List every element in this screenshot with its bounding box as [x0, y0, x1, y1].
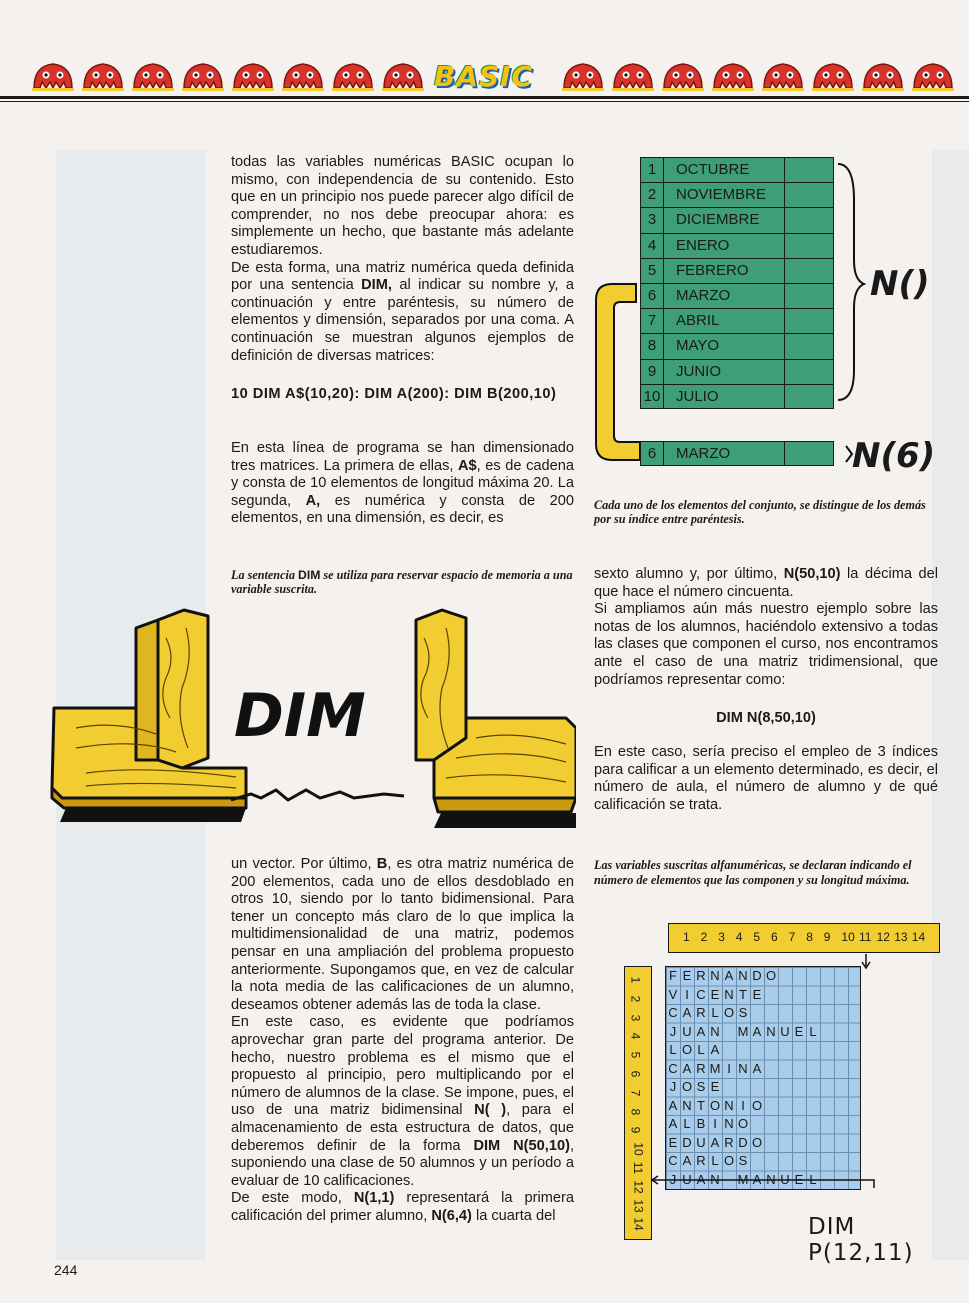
grid-char: O	[765, 968, 777, 983]
grid-arrows	[650, 952, 880, 1192]
row-label: JULIO	[664, 385, 785, 408]
grid-char: R	[696, 1153, 706, 1168]
ruler-tick-label: 11	[631, 1161, 646, 1175]
grid-char: A	[752, 1171, 762, 1187]
grid-char: J	[669, 1171, 677, 1187]
grid-char: S	[738, 1005, 748, 1020]
row-index: 10	[641, 385, 664, 408]
grid-char: O	[751, 1097, 763, 1113]
grid-char: N	[682, 1097, 692, 1113]
ruler-tick-label: 8	[628, 1108, 643, 1115]
grid-char: C	[668, 1060, 678, 1076]
grid-char: U	[696, 1134, 706, 1150]
body-text-col1-bottom	[231, 856, 574, 1225]
grid-char: M	[737, 1171, 749, 1187]
grid-char: D	[752, 968, 762, 983]
invader-icon	[30, 58, 76, 92]
grid-char: N	[738, 1060, 748, 1076]
row-label: MARZO	[664, 442, 785, 465]
invader-icon	[810, 58, 856, 92]
grid-char: R	[696, 968, 706, 983]
ruler-tick-label: 11	[859, 930, 872, 944]
body-text-col1-mid	[231, 440, 574, 528]
caption-dim: La sentencia DIM se utiliza para reservar espacio de memoria a una variable suscrita.	[231, 568, 573, 596]
code-example: 10 DIM A$(10,20): DIM A(200): DIM B(200,10)	[231, 386, 557, 402]
ruler-tick-label: 14	[631, 1217, 646, 1232]
page-number: 244	[54, 1262, 78, 1278]
grid-char: I	[727, 1060, 731, 1076]
grid-char: U	[780, 1171, 790, 1187]
ruler-tick-label: 3	[628, 1014, 643, 1021]
row-label: MAYO	[664, 334, 785, 358]
row-index: 3	[641, 208, 664, 232]
invader-icon	[80, 58, 126, 92]
ruler-tick-label: 12	[876, 930, 890, 944]
grid-char: S	[738, 1153, 748, 1168]
invader-icon	[910, 58, 956, 92]
row-label: ABRIL	[664, 309, 785, 333]
grid-char: L	[669, 1042, 677, 1057]
header-invaders-right	[560, 58, 956, 96]
grid-char: F	[669, 968, 677, 983]
month-row	[640, 333, 834, 358]
grid-char: I	[741, 1097, 745, 1113]
header-rule-thin	[0, 101, 969, 102]
grid-char: E	[668, 1134, 678, 1150]
paragraph: En este caso, es evidente que podríamos aprovechar gran parte del programa anterior. De hecho, nuestro problema es el mismo que el propuesto al principio, pero multiplicando por el número de alumnos de la clase. Se impone, pues, el uso de una matriz bidimensinal N( ), para el almacenamiento de esta estructura de datos, que deberemos definir de la forma DIM N(50,10), suponiendo una clase de 50 alumnos y un período a evaluar de 10 calificaciones.	[231, 1014, 574, 1189]
grid-char: D	[738, 1134, 748, 1150]
grid-char: U	[682, 1171, 692, 1187]
grid-char: N	[710, 1171, 720, 1187]
grid-char: A	[668, 1116, 678, 1131]
ruler-tick-label: 7	[788, 930, 796, 944]
row-label: JUNIO	[664, 360, 785, 384]
row-index: 4	[641, 234, 664, 258]
month-row	[640, 308, 834, 333]
ruler-tick-label: 10	[841, 930, 855, 944]
grid-char: T	[697, 1097, 705, 1113]
grid-char: A	[668, 1097, 678, 1113]
row-index: 6	[641, 442, 664, 465]
grid-char: O	[723, 1153, 735, 1168]
ruler-tick-label: 9	[823, 930, 831, 944]
ruler-tick-label: 13	[894, 930, 908, 944]
grid-char: L	[809, 1023, 817, 1039]
paragraph: Si ampliamos aún más nuestro ejemplo sobre las notas de los alumnos, haciéndolo extensivo a todas las clases que componen el curso, nos encontramos ante el caso de una matriz tridimensional, que podríamos representar como:	[594, 601, 938, 688]
row-label: FEBRERO	[664, 259, 785, 283]
grid-char: L	[809, 1171, 817, 1187]
ruler-tick-label: 6	[771, 930, 778, 944]
grid-char: A	[752, 1023, 762, 1039]
paragraph: De este modo, N(1,1) representará la primera calificación del primer alumno, N(6,4) la cuarta del	[231, 1190, 574, 1224]
grid-char: D	[682, 1134, 692, 1150]
row-index: 1	[641, 158, 664, 182]
ruler-tick-label: 14	[911, 930, 926, 944]
invader-icon	[380, 58, 426, 92]
grid-char: L	[711, 1153, 719, 1168]
row-index: 2	[641, 183, 664, 207]
ruler-tick-label: 5	[628, 1051, 643, 1059]
invader-icon	[660, 58, 706, 92]
paragraph: De esta forma, una matriz numérica queda definida por una sentencia DIM, al indicar su nombre y, a continuación y entre paréntesis, su número de elementos y dimensión, separados por una coma. A continuación se muestran algunos ejemplos de definición de diversas matrices:	[231, 259, 574, 364]
grid-char: C	[668, 1005, 678, 1020]
grid-char: O	[681, 1042, 693, 1057]
invader-icon	[860, 58, 906, 92]
grid-char: A	[710, 1134, 720, 1150]
paragraph: todas las variables numéricas BASIC ocupan lo mismo, con independencia de su contenido. Esto que en un principio nos puede parecer algo difícil de comprender, no nos debe preocupar ahora: es simplemente un hecho, que bastante más adelante estudiaremos.	[231, 154, 574, 258]
dim-word: DIM	[234, 681, 366, 751]
invader-icon	[230, 58, 276, 92]
grid-char: N	[724, 986, 734, 1002]
grid-char: N	[766, 1171, 776, 1187]
grid-char: S	[696, 1079, 706, 1094]
ruler-tick-label: 8	[806, 930, 813, 944]
grid-char: A	[710, 1042, 720, 1057]
grid-char: R	[696, 1005, 706, 1020]
grid-char: N	[724, 1116, 734, 1131]
grid-char: A	[752, 1060, 762, 1076]
ruler-tick-label: 5	[753, 930, 761, 944]
body-text-col1-top	[231, 154, 574, 365]
grid-char: U	[682, 1023, 692, 1039]
month-row	[640, 207, 834, 232]
month-row	[640, 157, 834, 182]
grid-char: E	[682, 968, 692, 983]
ruler-tick-label: 4	[735, 930, 743, 944]
ruler-tick-label: 1	[683, 930, 690, 944]
label-n-array: N()	[870, 264, 930, 304]
invader-icon	[330, 58, 376, 92]
code-example-3d: DIM N(8,50,10)	[716, 710, 816, 726]
ruler-tick-label: 1	[628, 976, 643, 984]
grid-char: L	[697, 1042, 705, 1057]
month-row	[640, 182, 834, 207]
header-invaders-left	[30, 58, 426, 96]
grid-char: A	[724, 968, 734, 983]
invader-icon	[130, 58, 176, 92]
ruler-tick-label: 9	[628, 1127, 643, 1134]
caption-string-arrays: Las variables suscritas alfanuméricas, se declaran indicando el número de elementos que las componen y su longitud máxima.	[594, 858, 912, 887]
paragraph: En esta línea de programa se han dimensionado tres matrices. La primera de ellas, A$, es de cadena y consta de 10 elementos de longitud máxima 20. La segunda, A, es numérica y consta de 200 elementos, en una dimensión, es decir, es	[231, 440, 575, 527]
dim-bookends-illustration	[46, 608, 576, 840]
body-text-col2-bottom	[594, 744, 938, 814]
row-index: 6	[641, 284, 664, 308]
grid-char: A	[682, 1005, 692, 1020]
grid-char: N	[738, 968, 748, 983]
ruler-horizontal	[668, 923, 940, 953]
grid-char: N	[710, 1023, 720, 1039]
grid-char: O	[681, 1079, 693, 1094]
paragraph: sexto alumno y, por último, N(50,10) la décima del que hace el número cincuenta.	[594, 566, 938, 600]
row-label: OCTUBRE	[664, 158, 785, 182]
body-text-col2-top	[594, 566, 938, 689]
invader-icon	[180, 58, 226, 92]
ruler-tick-label: 10	[631, 1142, 646, 1156]
grid-char: O	[737, 1116, 749, 1131]
grid-char: N	[766, 1023, 776, 1039]
invader-icon	[560, 58, 606, 92]
ruler-tick-label: 2	[628, 995, 643, 1003]
grid-char: I	[713, 1116, 717, 1131]
selected-month-row	[640, 441, 834, 466]
month-row	[640, 258, 834, 283]
grid-char: A	[682, 1060, 692, 1076]
grid-char: R	[696, 1060, 706, 1076]
grid-char: B	[696, 1116, 706, 1131]
grid-char: C	[696, 986, 706, 1002]
ruler-tick-label: 3	[718, 930, 725, 944]
grid-char: V	[668, 986, 678, 1002]
grid-char: O	[751, 1134, 763, 1150]
ruler-tick-label: 7	[628, 1089, 643, 1097]
row-label: ENERO	[664, 234, 785, 258]
dim-p-label: DIM P(12,11)	[808, 1214, 914, 1266]
grid-char: J	[669, 1023, 677, 1039]
month-row	[640, 384, 834, 409]
ruler-tick-label: 4	[628, 1033, 643, 1040]
month-row	[640, 283, 834, 308]
header-rule	[0, 96, 969, 99]
grid-char: A	[696, 1171, 706, 1187]
grid-char: L	[711, 1005, 719, 1020]
grid-char: M	[737, 1023, 749, 1039]
row-label: NOVIEMBRE	[664, 183, 785, 207]
ruler-tick-label: 6	[628, 1070, 643, 1078]
grid-char: E	[710, 1079, 720, 1094]
grid-char: O	[723, 1005, 735, 1020]
paragraph: un vector. Por último, B, es otra matriz numérica de 200 elementos, cada uno de ellos desdoblado en otros 10, siendo por lo tanto bidimensional. Para tener un concepto más claro de lo que implica la multidimensionalidad de una matriz, podemos pensar en una ampliación del problema propuesto anteriormente. Supongamos que, en vez de calcular la nota media de las calificaciones de un alumno, deseamos obtener además las de toda la clase.	[231, 856, 574, 1013]
paragraph: En este caso, sería preciso el empleo de 3 índices para calificar a un elemento determinado, es decir, el número de aula, el número de alumno y de qué calificación se trata.	[594, 744, 938, 813]
ruler-tick-label: 12	[631, 1180, 646, 1194]
row-index: 5	[641, 259, 664, 283]
grid-char: A	[682, 1153, 692, 1168]
grid-char: E	[794, 1171, 804, 1187]
grid-char: A	[696, 1023, 706, 1039]
ruler-tick-label: 13	[631, 1198, 646, 1213]
grid-char: O	[709, 1097, 721, 1113]
invader-icon	[710, 58, 756, 92]
row-label: DICIEMBRE	[664, 208, 785, 232]
grid-char: L	[683, 1116, 691, 1131]
section-logo: BASIC	[434, 60, 534, 93]
row-index: 9	[641, 360, 664, 384]
grid-char: R	[724, 1134, 734, 1150]
invader-icon	[280, 58, 326, 92]
label-n-index: N(6)	[852, 436, 936, 476]
grid-char: U	[780, 1023, 790, 1039]
invader-icon	[610, 58, 656, 92]
caption-elements: Cada uno de los elementos del conjunto, se distingue de los demás por su índice entre paréntesis.	[594, 498, 926, 526]
months-table	[640, 157, 834, 409]
grid-char: M	[709, 1060, 721, 1076]
ruler-tick-label: 2	[700, 930, 708, 944]
grid-char: T	[739, 986, 747, 1002]
grid-char: E	[752, 986, 762, 1002]
row-label: MARZO	[664, 284, 785, 308]
faded-background-edge	[932, 150, 969, 1260]
grid-char: N	[724, 1097, 734, 1113]
month-row	[640, 359, 834, 384]
grid-char: I	[685, 986, 689, 1002]
row-index: 7	[641, 309, 664, 333]
grid-char: E	[794, 1023, 804, 1039]
month-row	[640, 233, 834, 258]
grid-char: J	[669, 1079, 677, 1094]
grid-char: E	[710, 986, 720, 1002]
grid-char: C	[668, 1153, 678, 1168]
ruler-vertical	[624, 966, 652, 1240]
row-index: 8	[641, 334, 664, 358]
grid-char: N	[710, 968, 720, 983]
invader-icon	[760, 58, 806, 92]
curly-brace	[836, 160, 866, 470]
